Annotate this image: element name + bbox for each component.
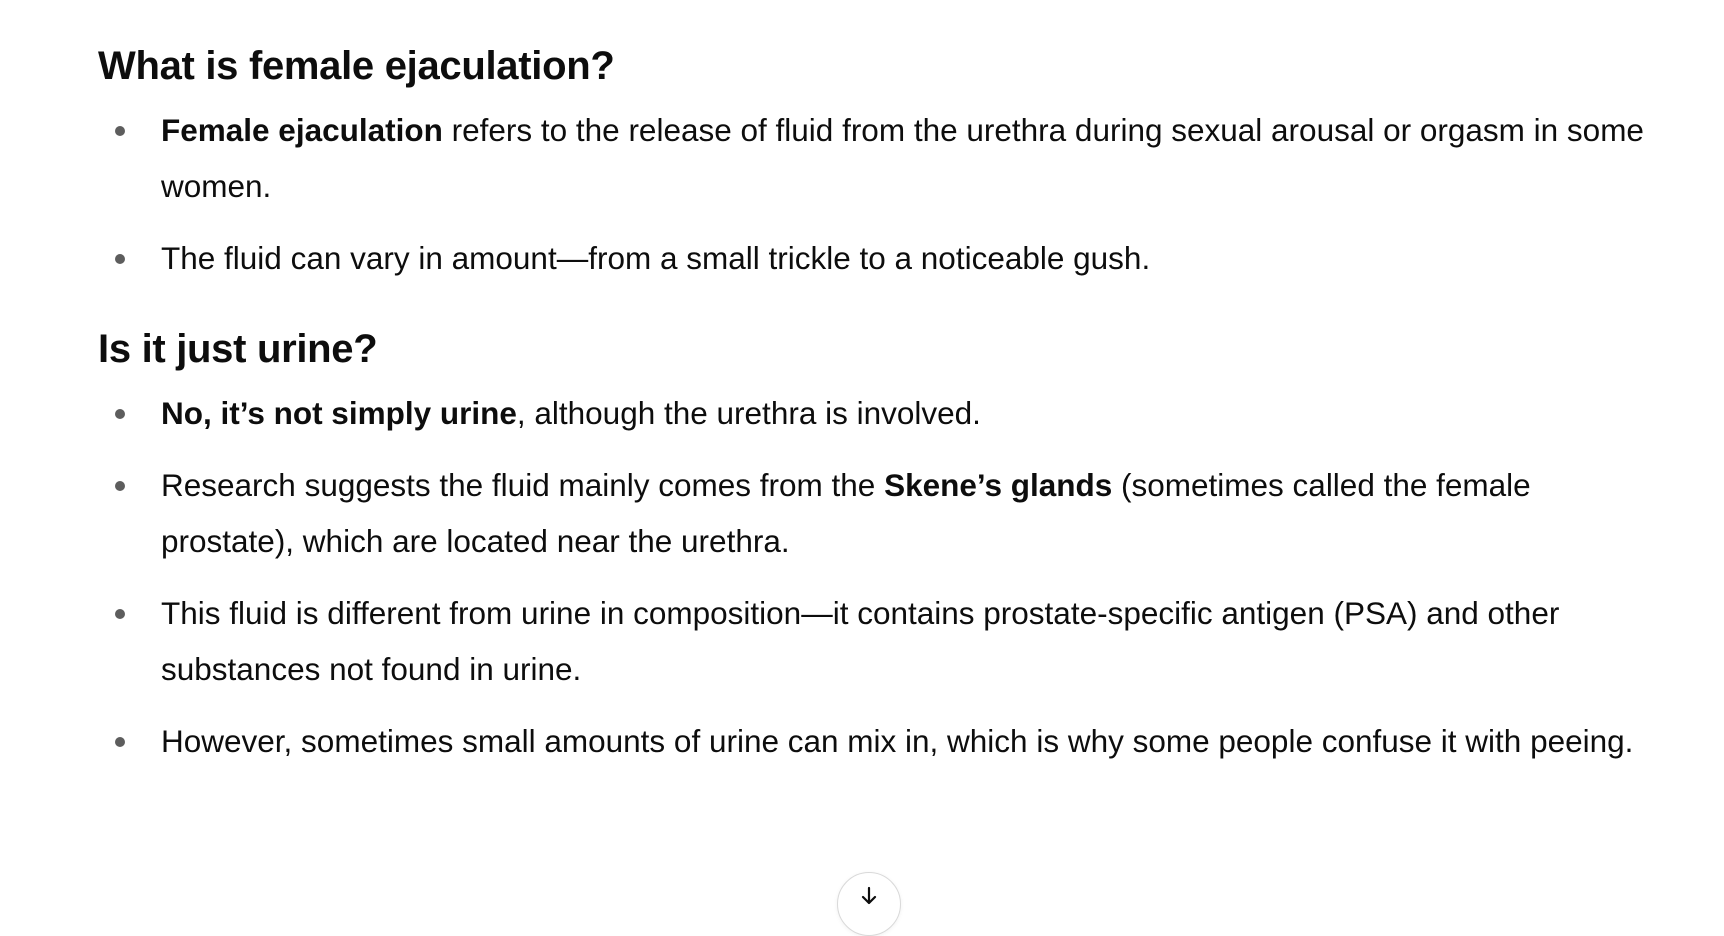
scroll-to-bottom-button[interactable] [837,872,901,936]
list-item: Female ejaculation refers to the release of fluid from the urethra during sexual arousal or orgasm in some women. [98,102,1658,214]
list-item: No, it’s not simply urine, although the urethra is involved. [98,385,1658,441]
list-item: This fluid is different from urine in composition—it contains prostate-specific antigen (PSA) and other substances not found in urine. [98,585,1658,697]
bullet-list [98,102,1658,302]
arrow-down-icon [858,885,880,907]
bullet-list [98,385,1658,785]
bold-term: Skene’s glands [884,467,1113,503]
section-heading: Is it just urine? [98,327,378,371]
list-item: The fluid can vary in amount—from a small trickle to a noticeable gush. [98,230,1658,286]
list-item: Research suggests the fluid mainly comes from the Skene’s glands (sometimes called the female prostate), which are located near the urethra. [98,457,1658,569]
bold-term: Female ejaculation [161,112,443,148]
bold-term: No, it’s not simply urine [161,395,517,431]
list-item: However, sometimes small amounts of urine can mix in, which is why some people confuse it with peeing. [98,713,1658,769]
section-heading: What is female ejaculation? [98,44,615,88]
